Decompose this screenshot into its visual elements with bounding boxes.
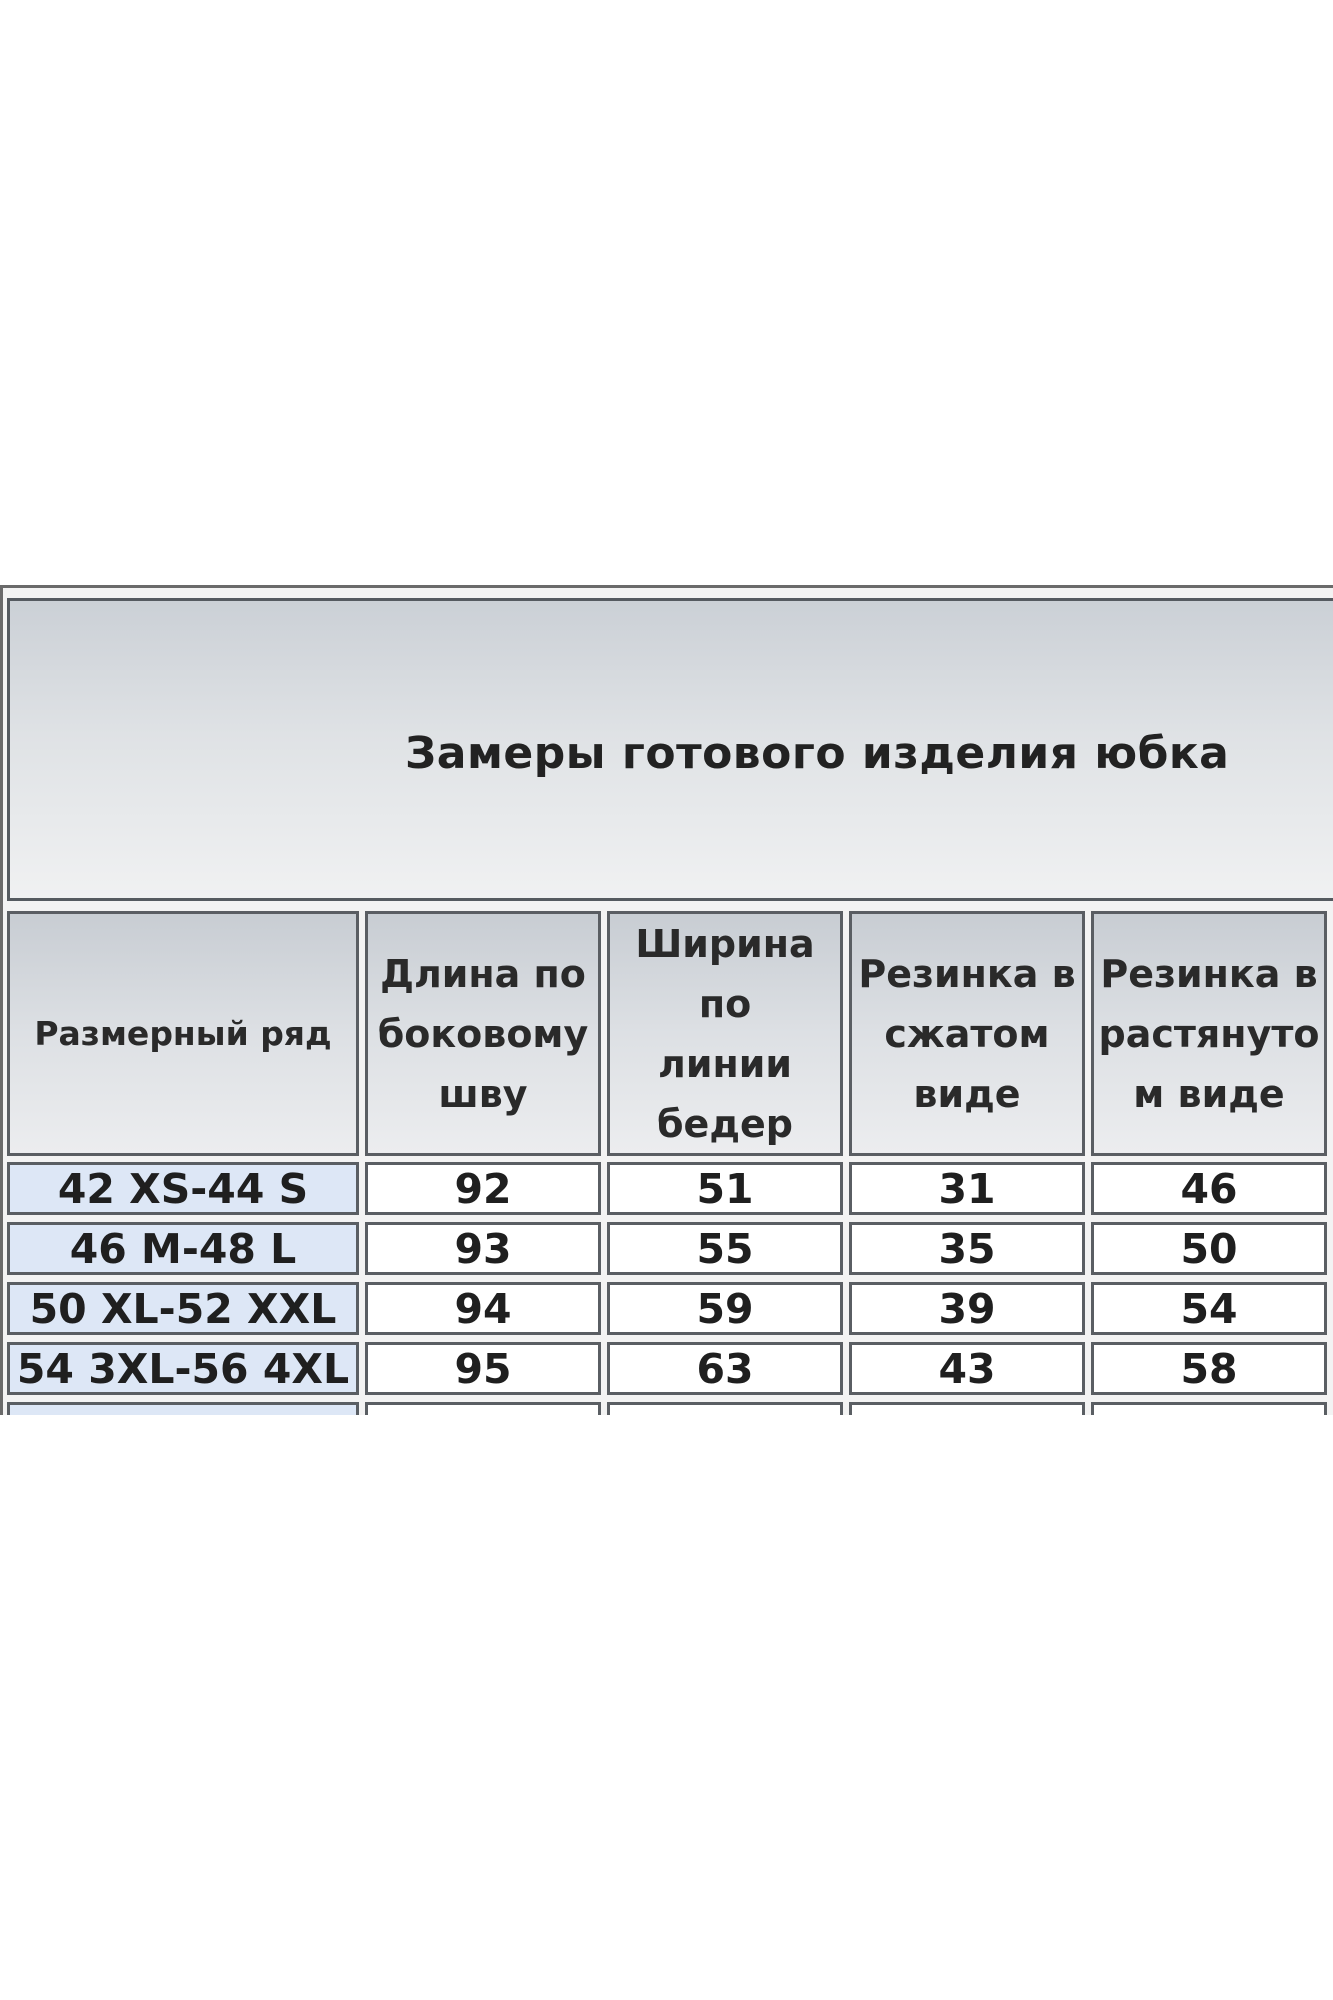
row-size: 50 XL-52 XXL (7, 1282, 359, 1335)
header-side-length: Длина по боковому шву (365, 911, 601, 1156)
table-title-cell (7, 598, 1333, 901)
table-cell-cropped (1091, 1402, 1327, 1415)
table-cell: 31 (849, 1162, 1085, 1215)
table-cell: 35 (849, 1222, 1085, 1275)
table-cell: 93 (365, 1222, 601, 1275)
table-cell: 46 (1091, 1162, 1327, 1215)
table-cell: 50 (1091, 1222, 1327, 1275)
table-cell: 54 (1091, 1282, 1327, 1335)
table-cell-cropped (849, 1402, 1085, 1415)
table-cell: 43 (849, 1342, 1085, 1395)
header-elastic-stretched: Резинка в растянуто м виде (1091, 911, 1327, 1156)
table-cell: 39 (849, 1282, 1085, 1335)
row-size: 54 3XL-56 4XL (7, 1342, 359, 1395)
size-table (0, 585, 1333, 1415)
table-cell: 55 (607, 1222, 843, 1275)
table-cell: 92 (365, 1162, 601, 1215)
table-title: Замеры готового изделия юбка (405, 728, 1230, 779)
header-size-range: Размерный ряд (7, 911, 359, 1156)
table-cell: 95 (365, 1342, 601, 1395)
table-cell: 51 (607, 1162, 843, 1215)
table-cell: 63 (607, 1342, 843, 1395)
row-size: 42 XS-44 S (7, 1162, 359, 1215)
row-size: 46 M-48 L (7, 1222, 359, 1275)
row-size-cropped (7, 1402, 359, 1415)
header-hip-width: Ширина по линии бедер (607, 911, 843, 1156)
table-cell-cropped (607, 1402, 843, 1415)
table-cell: 94 (365, 1282, 601, 1335)
table-cell: 59 (607, 1282, 843, 1335)
header-elastic-relaxed: Резинка в сжатом виде (849, 911, 1085, 1156)
table-cell: 58 (1091, 1342, 1327, 1395)
table-cell-cropped (365, 1402, 601, 1415)
